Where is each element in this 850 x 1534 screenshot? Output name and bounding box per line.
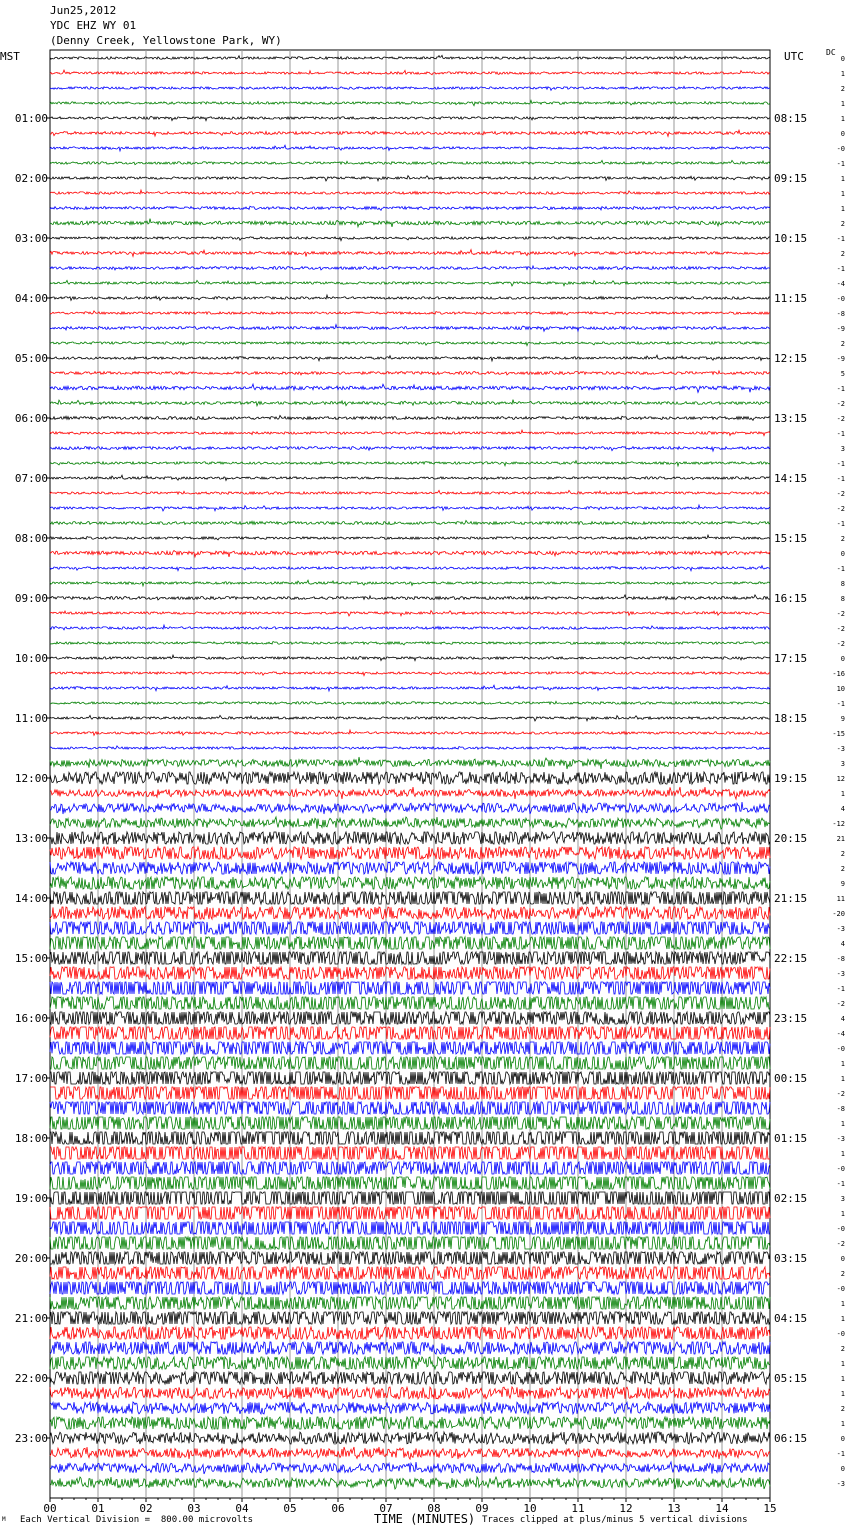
trace-row-66 [50,1042,770,1054]
trace-row-85 [50,1327,770,1339]
trace-row-87 [50,1357,770,1369]
trace-row-91 [50,1417,770,1429]
station-id: YDC EHZ WY 01 [50,19,137,32]
dc-offset-value: 1 [840,1315,845,1323]
mst-hour-label: 05:00 [14,352,48,365]
dc-offset-value: -3 [836,1480,845,1488]
dc-offset-value: -0 [836,145,845,153]
x-tick-label: 09 [475,1502,489,1515]
dc-offset-value: -0 [836,1285,845,1293]
dc-offset-value: 1 [840,1150,845,1158]
trace-row-7 [50,160,770,164]
trace-row-23 [50,400,770,406]
trace-row-27 [50,461,770,466]
trace-row-67 [50,1057,770,1069]
dc-offset-value: 1 [840,1210,845,1218]
trace-row-14 [50,266,770,270]
trace-row-57 [50,907,770,919]
trace-row-68 [50,1072,770,1084]
dc-offset-value: 1 [840,1060,845,1068]
dc-offset-value: -1 [836,1180,845,1188]
trace-row-4 [50,116,770,120]
plot-date: Jun25,2012 [50,4,117,17]
x-tick-label: 03 [187,1502,201,1515]
mst-hour-label: 20:00 [14,1252,48,1265]
trace-row-77 [50,1207,770,1219]
trace-row-76 [50,1192,770,1204]
dc-offset-value: 1 [840,115,845,123]
trace-row-34 [50,566,770,571]
dc-offset-value: -3 [836,970,845,978]
utc-hour-label: 09:15 [774,172,808,185]
dc-offset-value: -15 [832,730,845,738]
trace-row-53 [50,847,770,859]
mst-hour-label: 03:00 [14,232,48,245]
mst-hour-label: 21:00 [14,1312,48,1325]
trace-row-30 [50,505,770,511]
utc-hour-label: 16:15 [774,592,808,605]
dc-offset-value: -1 [836,520,845,528]
trace-row-79 [50,1237,770,1249]
trace-row-63 [50,997,770,1009]
utc-hour-label: 15:15 [774,532,808,545]
x-tick-label: 04 [235,1502,249,1515]
utc-hour-label: 11:15 [774,292,808,305]
dc-offset-value: 0 [840,550,845,558]
trace-row-17 [50,311,770,315]
dc-offset-value: 1 [840,1360,845,1368]
trace-row-29 [50,490,770,494]
dc-offset-value: 1 [840,790,845,798]
mst-hour-label: 08:00 [14,532,48,545]
mst-hour-label: 11:00 [14,712,48,725]
trace-row-43 [50,701,770,704]
utc-hour-label: 00:15 [774,1072,808,1085]
trace-row-88 [50,1372,770,1384]
utc-hour-label: 06:15 [774,1432,808,1445]
trace-row-11 [50,219,770,227]
dc-offset-value: 21 [836,835,845,843]
trace-row-0 [50,55,770,59]
x-tick-label: 15 [763,1502,777,1515]
dc-offset-value: -0 [836,1225,845,1233]
trace-row-51 [50,817,770,829]
trace-row-47 [50,757,770,769]
trace-row-26 [50,446,770,451]
dc-offset-value: -2 [836,400,845,408]
trace-row-9 [50,190,770,194]
trace-row-48 [50,772,770,784]
dc-offset-value: 11 [836,895,845,903]
utc-hour-label: 08:15 [774,112,808,125]
x-tick-label: 07 [379,1502,393,1515]
dc-offset-value: 3 [840,445,845,453]
dc-offset-value: -0 [836,1165,845,1173]
dc-offset-value: 9 [840,880,845,888]
x-axis-label: TIME (MINUTES) [374,1512,476,1526]
corner-mark-icon: M [2,1516,6,1523]
mst-hour-label: 15:00 [14,952,48,965]
trace-row-39 [50,642,770,645]
trace-row-21 [50,371,770,375]
trace-row-75 [50,1177,770,1189]
utc-hour-label: 18:15 [774,712,808,725]
trace-row-89 [50,1387,770,1399]
dc-offset-value: 1 [840,1390,845,1398]
dc-offset-value: -2 [836,490,845,498]
trace-row-15 [50,280,770,286]
dc-offset-title: DC [826,48,836,57]
dc-offset-value: 3 [840,1195,845,1203]
x-tick-label: 06 [331,1502,345,1515]
trace-row-60 [50,952,770,964]
trace-row-93 [50,1447,770,1459]
dc-offset-value: 1 [840,70,845,78]
dc-offset-value: 0 [840,130,845,138]
dc-offset-value: -4 [836,1030,845,1038]
trace-row-78 [50,1222,770,1234]
trace-row-81 [50,1267,770,1279]
trace-row-84 [50,1312,770,1324]
dc-offset-value: -2 [836,415,845,423]
trace-row-59 [50,937,770,949]
dc-offset-value: 8 [840,595,845,603]
station-location: (Denny Creek, Yellowstone Park, WY) [50,34,282,47]
dc-offset-value: -1 [836,265,845,273]
dc-offset-value: 9 [840,715,845,723]
trace-row-41 [50,672,770,676]
utc-hour-label: 02:15 [774,1192,808,1205]
x-tick-label: 08 [427,1502,441,1515]
dc-offset-value: 0 [840,1255,845,1263]
dc-offset-value: 1 [840,1120,845,1128]
trace-row-12 [50,237,770,241]
mst-hour-label: 19:00 [14,1192,48,1205]
trace-row-13 [50,250,770,257]
dc-offset-value: -1 [836,460,845,468]
x-tick-label: 10 [523,1502,537,1515]
dc-offset-value: -4 [836,280,845,288]
mst-hour-label: 09:00 [14,592,48,605]
trace-row-92 [50,1432,770,1444]
utc-hour-labels [774,112,807,1445]
mst-hour-label: 13:00 [14,832,48,845]
dc-offset-value: 4 [840,1015,845,1023]
trace-row-33 [50,551,770,557]
utc-hour-label: 04:15 [774,1312,808,1325]
x-tick-label: 01 [91,1502,105,1515]
dc-offset-value: 1 [840,175,845,183]
trace-row-5 [50,130,770,136]
x-tick-label: 12 [619,1502,633,1515]
trace-row-19 [50,342,770,346]
trace-row-52 [50,832,770,844]
dc-offset-value: 3 [840,760,845,768]
trace-row-55 [50,877,770,889]
dc-offset-value: 1 [840,1375,845,1383]
utc-hour-label: 23:15 [774,1012,808,1025]
dc-offset-value: 4 [840,940,845,948]
dc-offset-value: 1 [840,1300,845,1308]
dc-offset-value: -1 [836,235,845,243]
trace-row-3 [50,100,770,105]
dc-offset-value: 2 [840,865,845,873]
trace-row-80 [50,1252,770,1264]
dc-offset-value: 0 [840,655,845,663]
dc-offset-value: -9 [836,355,845,363]
dc-offset-value: -3 [836,1135,845,1143]
mst-hour-labels [15,112,50,1445]
dc-offset-value: -0 [836,1045,845,1053]
trace-row-86 [50,1342,770,1354]
trace-row-49 [50,787,770,799]
trace-row-64 [50,1012,770,1024]
dc-offset-value: 10 [836,685,845,693]
x-tick-label: 05 [283,1502,297,1515]
dc-offset-value: 2 [840,1405,845,1413]
mst-hour-label: 22:00 [14,1372,48,1385]
dc-offset-value: 0 [840,55,845,63]
trace-row-90 [50,1402,770,1414]
dc-offset-value: -2 [836,610,845,618]
trace-row-42 [50,685,770,691]
seismic-traces [50,55,770,1489]
dc-offset-value: -2 [836,640,845,648]
dc-offset-value: -2 [836,1000,845,1008]
trace-row-56 [50,892,770,904]
dc-offset-value: -1 [836,1450,845,1458]
dc-offset-labels [832,55,845,1488]
dc-offset-value: -2 [836,625,845,633]
dc-offset-value: -1 [836,985,845,993]
right-timezone-label: UTC [784,50,804,63]
utc-hour-label: 12:15 [774,352,808,365]
dc-offset-value: 1 [840,100,845,108]
dc-offset-value: -3 [836,925,845,933]
trace-row-1 [50,70,770,75]
dc-offset-value: 2 [840,340,845,348]
dc-offset-value: -1 [836,430,845,438]
trace-row-37 [50,611,770,616]
dc-offset-value: -1 [836,385,845,393]
dc-offset-value: -0 [836,295,845,303]
dc-offset-value: -1 [836,700,845,708]
trace-row-61 [50,967,770,979]
utc-hour-label: 10:15 [774,232,808,245]
dc-offset-value: 2 [840,220,845,228]
trace-row-24 [50,416,770,421]
dc-offset-value: 1 [840,190,845,198]
trace-row-58 [50,922,770,934]
trace-row-40 [50,655,770,661]
mst-hour-label: 18:00 [14,1132,48,1145]
mst-hour-label: 07:00 [14,472,48,485]
trace-row-71 [50,1117,770,1129]
utc-hour-label: 17:15 [774,652,808,665]
dc-offset-value: 4 [840,805,845,813]
trace-row-28 [50,475,770,480]
trace-row-72 [50,1132,770,1144]
trace-row-74 [50,1162,770,1174]
trace-row-69 [50,1087,770,1099]
x-tick-label: 11 [571,1502,585,1515]
dc-offset-value: -2 [836,1240,845,1248]
dc-offset-value: 2 [840,250,845,258]
x-tick-label: 00 [43,1502,57,1515]
mst-hour-label: 06:00 [14,412,48,425]
dc-offset-value: 12 [836,775,845,783]
trace-row-38 [50,625,770,630]
dc-offset-value: -12 [832,820,845,828]
dc-offset-value: -16 [832,670,845,678]
utc-hour-label: 19:15 [774,772,808,785]
dc-offset-value: -9 [836,325,845,333]
dc-offset-value: -2 [836,505,845,513]
utc-hour-label: 22:15 [774,952,808,965]
trace-row-35 [50,580,770,586]
dc-offset-value: 1 [840,1420,845,1428]
trace-row-73 [50,1147,770,1159]
utc-hour-label: 14:15 [774,472,808,485]
trace-row-65 [50,1027,770,1039]
dc-offset-value: -20 [832,910,845,918]
dc-offset-value: -3 [836,745,845,753]
x-tick-label: 02 [139,1502,153,1515]
mst-hour-label: 12:00 [14,772,48,785]
left-timezone-label: MST [0,50,20,63]
x-tick-label: 14 [715,1502,729,1515]
dc-offset-value: -8 [836,310,845,318]
mst-hour-label: 14:00 [14,892,48,905]
trace-row-25 [50,430,770,436]
dc-offset-value: 1 [840,1075,845,1083]
mst-hour-label: 02:00 [14,172,48,185]
trace-row-83 [50,1297,770,1309]
utc-hour-label: 13:15 [774,412,808,425]
trace-row-70 [50,1102,770,1114]
trace-row-82 [50,1282,770,1294]
trace-row-44 [50,715,770,721]
dc-offset-value: 1 [840,205,845,213]
utc-hour-label: 01:15 [774,1132,808,1145]
utc-hour-label: 20:15 [774,832,808,845]
mst-hour-label: 04:00 [14,292,48,305]
dc-offset-value: -8 [836,1105,845,1113]
trace-row-32 [50,535,770,540]
utc-hour-label: 03:15 [774,1252,808,1265]
trace-row-54 [50,862,770,874]
x-tick-label: 13 [667,1502,681,1515]
dc-offset-value: 2 [840,85,845,93]
mst-hour-label: 10:00 [14,652,48,665]
trace-row-20 [50,355,770,361]
trace-row-45 [50,730,770,735]
mst-hour-label: 23:00 [14,1432,48,1445]
trace-row-8 [50,176,770,181]
dc-offset-value: -1 [836,565,845,573]
dc-offset-value: 2 [840,850,845,858]
trace-row-2 [50,86,770,90]
dc-offset-value: -2 [836,1090,845,1098]
dc-offset-value: 2 [840,1345,845,1353]
trace-row-6 [50,145,770,151]
trace-row-50 [50,802,770,814]
clip-note: Traces clipped at plus/minus 5 vertical divisions [482,1515,748,1525]
trace-row-62 [50,982,770,994]
dc-offset-value: 5 [840,370,845,378]
dc-offset-value: -1 [836,475,845,483]
vertical-division-note: Each Vertical Division = 800.00 microvolts [20,1515,253,1525]
trace-row-18 [50,325,770,332]
trace-row-10 [50,206,770,210]
trace-row-22 [50,384,770,392]
utc-hour-label: 21:15 [774,892,808,905]
trace-row-16 [50,295,770,300]
trace-row-36 [50,595,770,600]
dc-offset-value: 8 [840,580,845,588]
trace-row-95 [50,1477,770,1489]
trace-row-94 [50,1462,770,1474]
trace-row-31 [50,521,770,525]
utc-hour-label: 05:15 [774,1372,808,1385]
dc-offset-value: 2 [840,1270,845,1278]
dc-offset-value: -0 [836,1330,845,1338]
trace-row-46 [50,746,770,750]
mst-hour-label: 17:00 [14,1072,48,1085]
dc-offset-value: -8 [836,955,845,963]
mst-hour-label: 01:00 [14,112,48,125]
dc-offset-value: 2 [840,535,845,543]
mst-hour-label: 16:00 [14,1012,48,1025]
dc-offset-value: -1 [836,160,845,168]
dc-offset-value: 0 [840,1465,845,1473]
dc-offset-value: 0 [840,1435,845,1443]
